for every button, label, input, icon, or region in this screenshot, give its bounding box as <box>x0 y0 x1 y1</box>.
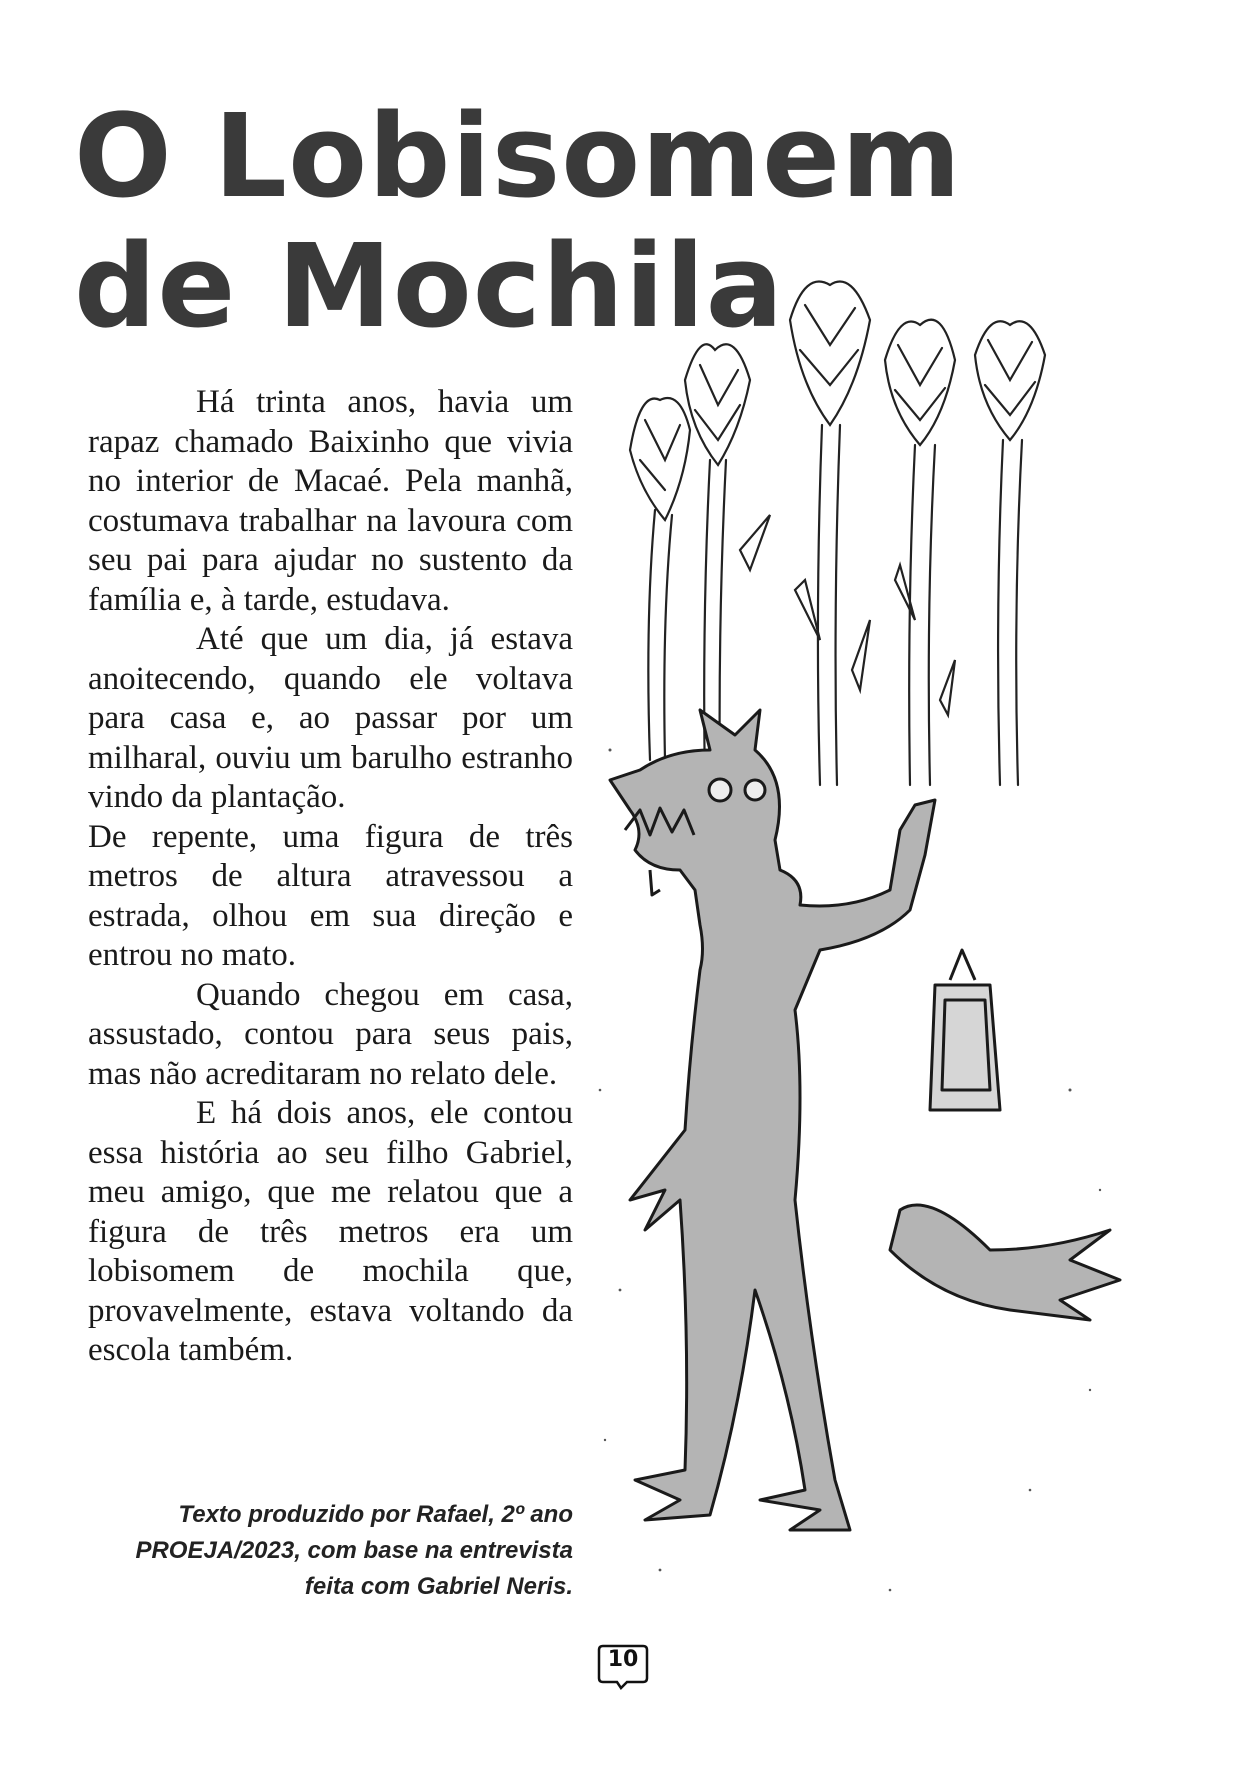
werewolf-drawing <box>610 710 1120 1530</box>
story-paragraph-3: De repente, uma figura de três metros de altura atravessou a estrada, olhou em sua direção e entrou no mato. <box>88 818 573 973</box>
credit-line-3: feita com Gabriel Neris. <box>304 1573 573 1600</box>
credit-line-1: Texto produzido por Rafael, 2º ano <box>178 1501 573 1528</box>
story-paragraph-5: E há dois anos, ele contou essa história ao seu filho Gabriel, meu amigo, que me relatou que a figura de três metros era um lobisomem de mochila que, provavelmente, estava voltando da escola também. <box>88 1095 573 1368</box>
illustration <box>590 190 1210 1640</box>
title-line-2: de Mochila <box>74 220 785 354</box>
page-number: 10 <box>607 1647 639 1672</box>
title-line-1: O Lobisomem <box>74 90 962 224</box>
story-paragraph-2: Até que um dia, já estava anoitecendo, quando ele voltava para casa e, ao passar por um milharal, ouviu um barulho estranho vindo da plantação. <box>88 621 573 815</box>
story-paragraph-1: Há trinta anos, havia um rapaz chamado Baixinho que vivia no interior de Macaé. Pela manhã, costumava trabalhar na lavoura com seu pai para ajudar no sustento da família e, à tarde, estudava. <box>88 384 573 618</box>
story-paragraph-4: Quando chegou em casa, assustado, contou para seus pais, mas não acreditaram no relato dele. <box>88 976 573 1092</box>
credit-line-2: PROEJA/2023, com base na entrevista <box>135 1537 573 1564</box>
author-credit <box>88 1497 573 1605</box>
story-text <box>88 383 573 1371</box>
cornfield-drawing <box>630 282 1045 785</box>
